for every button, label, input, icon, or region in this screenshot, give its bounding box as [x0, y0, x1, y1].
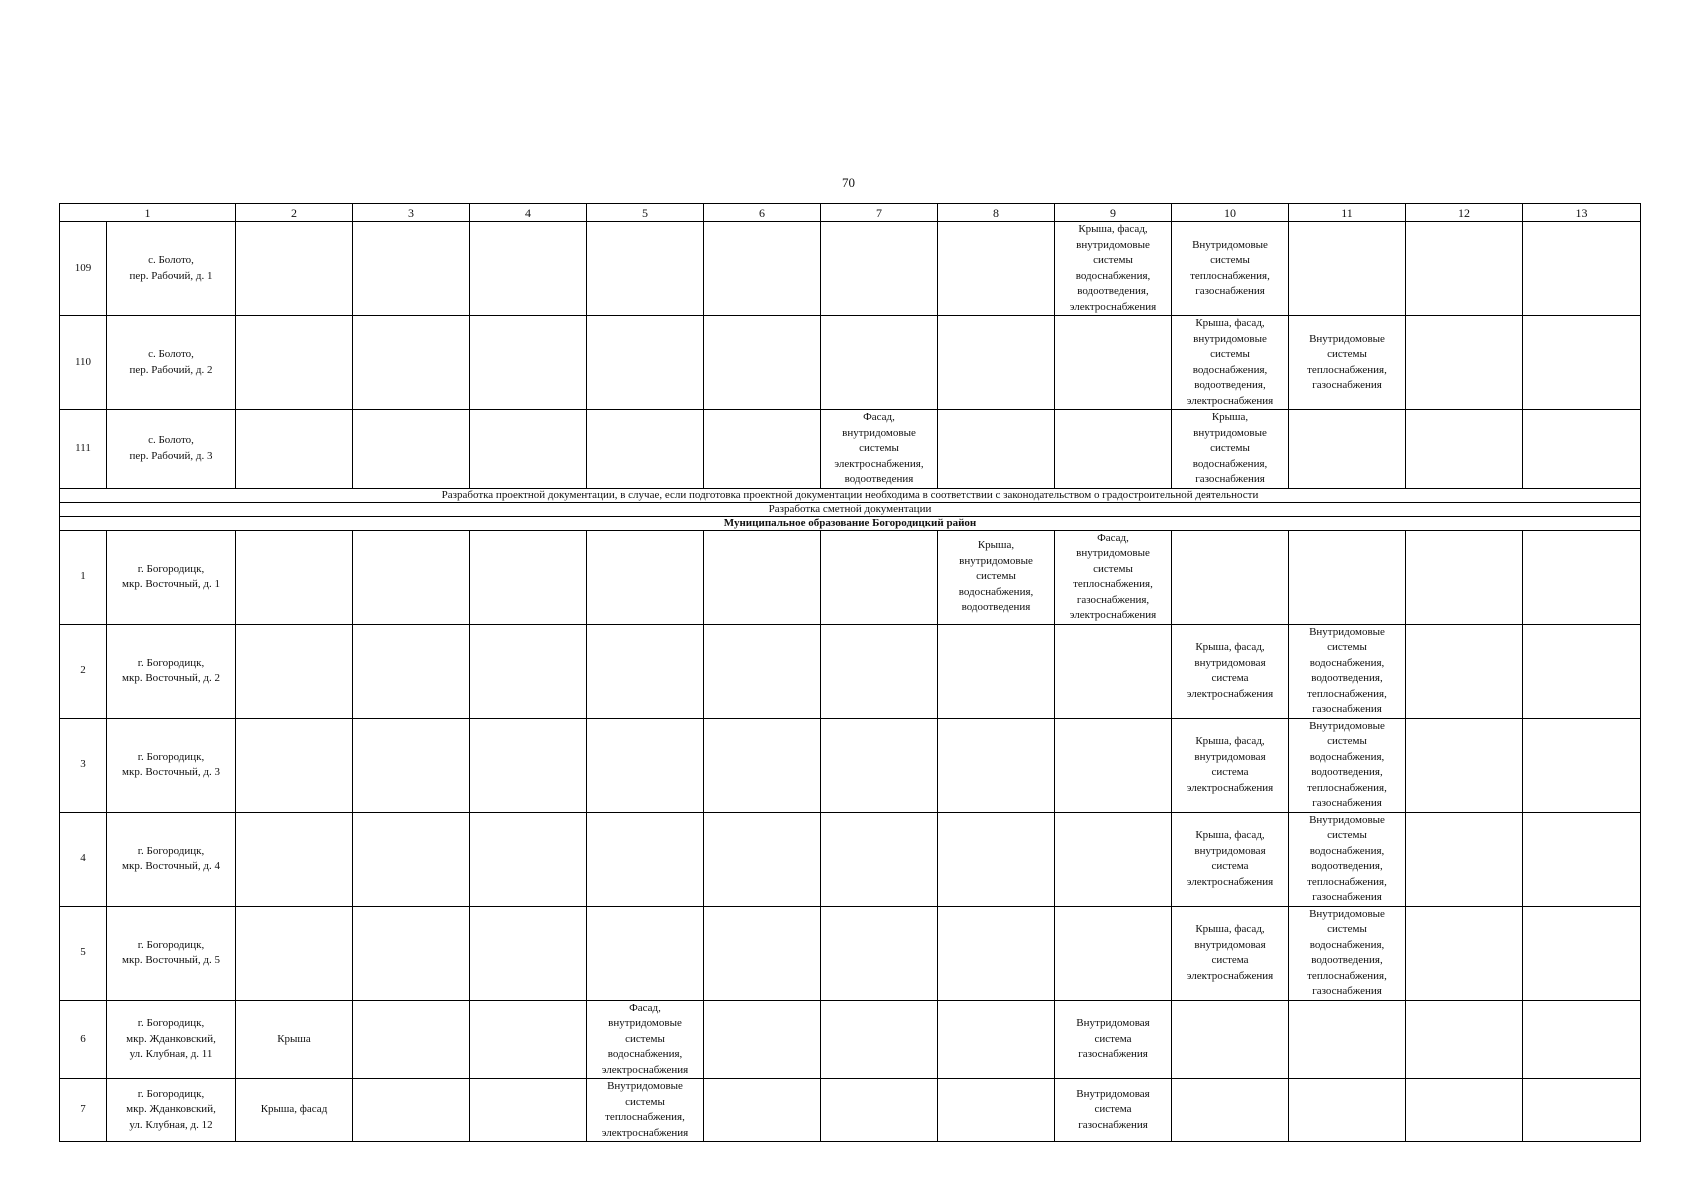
work-cell: [236, 316, 353, 410]
column-header: 9: [1055, 204, 1172, 222]
work-cell: [236, 624, 353, 718]
work-cell: [353, 624, 470, 718]
work-cell: [353, 1079, 470, 1142]
section-title: Муниципальное образование Богородицкий район: [60, 516, 1641, 530]
work-cell: [938, 1000, 1055, 1079]
work-cell: Крыша, фасад, внутридомовые системы водоснабжения, водоотведения, электроснабжения: [1172, 316, 1289, 410]
work-cell: [236, 718, 353, 812]
work-cell: [236, 410, 353, 489]
work-cell: [704, 812, 821, 906]
column-header: 11: [1289, 204, 1406, 222]
work-cell: [353, 316, 470, 410]
work-cell: [587, 624, 704, 718]
column-header: 10: [1172, 204, 1289, 222]
work-cell: [1523, 410, 1641, 489]
work-cell: [704, 906, 821, 1000]
work-cell: [821, 718, 938, 812]
work-cell: [821, 624, 938, 718]
work-cell: Крыша, фасад, внутридомовая система электроснабжения: [1172, 718, 1289, 812]
column-header: 6: [704, 204, 821, 222]
work-cell: [704, 718, 821, 812]
work-cell: [353, 222, 470, 316]
column-header: 3: [353, 204, 470, 222]
work-cell: [704, 624, 821, 718]
work-cell: [353, 410, 470, 489]
work-cell: [1289, 222, 1406, 316]
work-cell: [938, 410, 1055, 489]
work-cell: [1523, 718, 1641, 812]
work-cell: [470, 624, 587, 718]
work-cell: [587, 906, 704, 1000]
work-cell: [1172, 1000, 1289, 1079]
work-cell: [1523, 1079, 1641, 1142]
row-number: 109: [60, 222, 107, 316]
work-cell: Крыша, фасад, внутридомовая система электроснабжения: [1172, 624, 1289, 718]
work-cell: Крыша, внутридомовые системы водоснабжения, газоснабжения: [1172, 410, 1289, 489]
work-cell: [470, 1079, 587, 1142]
work-cell: Внутридомовые системы водоснабжения, водоотведения, теплоснабжения, газоснабжения: [1289, 718, 1406, 812]
work-cell: [1055, 316, 1172, 410]
work-cell: [587, 718, 704, 812]
section-row: [60, 516, 1641, 530]
table-row: [60, 222, 1641, 316]
row-number: 5: [60, 906, 107, 1000]
work-cell: [1172, 530, 1289, 624]
row-number: 110: [60, 316, 107, 410]
work-cell: [938, 222, 1055, 316]
work-cell: [938, 812, 1055, 906]
row-number: 6: [60, 1000, 107, 1079]
work-cell: [1289, 1079, 1406, 1142]
work-cell: Внутридомовые системы теплоснабжения, электроснабжения: [587, 1079, 704, 1142]
work-cell: [470, 812, 587, 906]
column-header: 4: [470, 204, 587, 222]
table-row: [60, 316, 1641, 410]
table-row: [60, 410, 1641, 489]
work-cell: [1406, 530, 1523, 624]
row-number: 7: [60, 1079, 107, 1142]
work-cell: [587, 316, 704, 410]
work-cell: Внутридомовые системы водоснабжения, водоотведения, теплоснабжения, газоснабжения: [1289, 906, 1406, 1000]
work-cell: [470, 530, 587, 624]
address-cell: г. Богородицк, мкр. Жданковский, ул. Клубная, д. 12: [107, 1079, 236, 1142]
column-header: 8: [938, 204, 1055, 222]
work-cell: Крыша, фасад, внутридомовые системы водоснабжения, водоотведения, электроснабжения: [1055, 222, 1172, 316]
section-title: Разработка проектной документации, в случае, если подготовка проектной документации необходима в соответствии с законодательством о градостроительной деятельности: [60, 488, 1641, 502]
work-cell: [1523, 316, 1641, 410]
work-cell: [704, 1000, 821, 1079]
work-cell: [470, 906, 587, 1000]
work-cell: [1523, 812, 1641, 906]
work-cell: [587, 530, 704, 624]
table-row: [60, 812, 1641, 906]
work-cell: [1055, 624, 1172, 718]
work-cell: Внутридомовые системы водоснабжения, водоотведения, теплоснабжения, газоснабжения: [1289, 812, 1406, 906]
work-cell: [1406, 624, 1523, 718]
work-cell: Внутридомовые системы водоснабжения, водоотведения, теплоснабжения, газоснабжения: [1289, 624, 1406, 718]
work-cell: [1406, 718, 1523, 812]
column-header: 12: [1406, 204, 1523, 222]
row-number: 4: [60, 812, 107, 906]
work-cell: [704, 222, 821, 316]
work-cell: [353, 718, 470, 812]
address-cell: с. Болото, пер. Рабочий, д. 1: [107, 222, 236, 316]
work-cell: [470, 222, 587, 316]
column-header: 5: [587, 204, 704, 222]
work-cell: [821, 316, 938, 410]
work-cell: [587, 812, 704, 906]
work-cell: [1523, 624, 1641, 718]
work-cell: Фасад, внутридомовые системы электроснабжения, водоотведения: [821, 410, 938, 489]
work-cell: [1523, 1000, 1641, 1079]
table-row: [60, 906, 1641, 1000]
address-cell: г. Богородицк, мкр. Жданковский, ул. Клубная, д. 11: [107, 1000, 236, 1079]
work-cell: [704, 316, 821, 410]
work-cell: [1406, 1079, 1523, 1142]
work-cell: Крыша, внутридомовые системы водоснабжения, водоотведения: [938, 530, 1055, 624]
work-cell: [353, 530, 470, 624]
work-cell: [1406, 316, 1523, 410]
section-row: [60, 502, 1641, 516]
work-cell: [821, 906, 938, 1000]
column-header: 7: [821, 204, 938, 222]
work-cell: [821, 530, 938, 624]
table-row: [60, 1000, 1641, 1079]
address-cell: г. Богородицк, мкр. Восточный, д. 5: [107, 906, 236, 1000]
work-cell: [704, 530, 821, 624]
work-cell: Крыша, фасад: [236, 1079, 353, 1142]
work-cell: Крыша, фасад, внутридомовая система электроснабжения: [1172, 812, 1289, 906]
work-cell: [821, 1000, 938, 1079]
work-cell: Фасад, внутридомовые системы водоснабжения, электроснабжения: [587, 1000, 704, 1079]
work-cell: [470, 1000, 587, 1079]
work-cell: [1055, 718, 1172, 812]
work-cell: [470, 316, 587, 410]
work-cell: [704, 1079, 821, 1142]
column-header: 2: [236, 204, 353, 222]
work-cell: [236, 530, 353, 624]
work-cell: Внутридомовая система газоснабжения: [1055, 1079, 1172, 1142]
work-cell: [1055, 812, 1172, 906]
work-cell: [1406, 906, 1523, 1000]
work-cell: [470, 410, 587, 489]
row-number: 111: [60, 410, 107, 489]
work-cell: [1289, 530, 1406, 624]
work-cell: [236, 906, 353, 1000]
work-cell: [1172, 1079, 1289, 1142]
work-cell: [353, 1000, 470, 1079]
work-cell: [236, 812, 353, 906]
work-cell: [1406, 812, 1523, 906]
work-cell: [1289, 1000, 1406, 1079]
work-cell: [353, 906, 470, 1000]
work-cell: [1406, 1000, 1523, 1079]
work-cell: [938, 718, 1055, 812]
address-cell: г. Богородицк, мкр. Восточный, д. 1: [107, 530, 236, 624]
work-cell: [1406, 410, 1523, 489]
work-cell: [821, 812, 938, 906]
work-cell: [704, 410, 821, 489]
column-header: 13: [1523, 204, 1641, 222]
row-number: 1: [60, 530, 107, 624]
works-table: [59, 203, 1641, 1142]
section-row: [60, 488, 1641, 502]
header-row: [60, 204, 1641, 222]
address-cell: г. Богородицк, мкр. Восточный, д. 2: [107, 624, 236, 718]
work-cell: [1289, 410, 1406, 489]
work-cell: Крыша, фасад, внутридомовая система электроснабжения: [1172, 906, 1289, 1000]
row-number: 3: [60, 718, 107, 812]
page-number: 70: [842, 175, 855, 190]
work-cell: [587, 410, 704, 489]
address-cell: с. Болото, пер. Рабочий, д. 2: [107, 316, 236, 410]
section-title: Разработка сметной документации: [60, 502, 1641, 516]
work-cell: [353, 812, 470, 906]
work-cell: [236, 222, 353, 316]
address-cell: г. Богородицк, мкр. Восточный, д. 3: [107, 718, 236, 812]
work-cell: Фасад, внутридомовые системы теплоснабжения, газоснабжения, электроснабжения: [1055, 530, 1172, 624]
work-cell: [1055, 410, 1172, 489]
work-cell: [938, 1079, 1055, 1142]
work-cell: [821, 222, 938, 316]
work-cell: [938, 906, 1055, 1000]
table-row: [60, 530, 1641, 624]
work-cell: Внутридомовые системы теплоснабжения, газоснабжения: [1289, 316, 1406, 410]
address-cell: с. Болото, пер. Рабочий, д. 3: [107, 410, 236, 489]
table-row: [60, 1079, 1641, 1142]
column-header: 1: [60, 204, 236, 222]
work-cell: [1055, 906, 1172, 1000]
work-cell: [587, 222, 704, 316]
work-cell: Крыша: [236, 1000, 353, 1079]
work-cell: [1406, 222, 1523, 316]
work-cell: [1523, 906, 1641, 1000]
work-cell: [470, 718, 587, 812]
address-cell: г. Богородицк, мкр. Восточный, д. 4: [107, 812, 236, 906]
work-cell: [938, 316, 1055, 410]
work-cell: [1523, 530, 1641, 624]
row-number: 2: [60, 624, 107, 718]
table-row: [60, 718, 1641, 812]
work-cell: Внутридомовые системы теплоснабжения, газоснабжения: [1172, 222, 1289, 316]
work-cell: Внутридомовая система газоснабжения: [1055, 1000, 1172, 1079]
work-cell: [821, 1079, 938, 1142]
work-cell: [938, 624, 1055, 718]
work-cell: [1523, 222, 1641, 316]
table-row: [60, 624, 1641, 718]
